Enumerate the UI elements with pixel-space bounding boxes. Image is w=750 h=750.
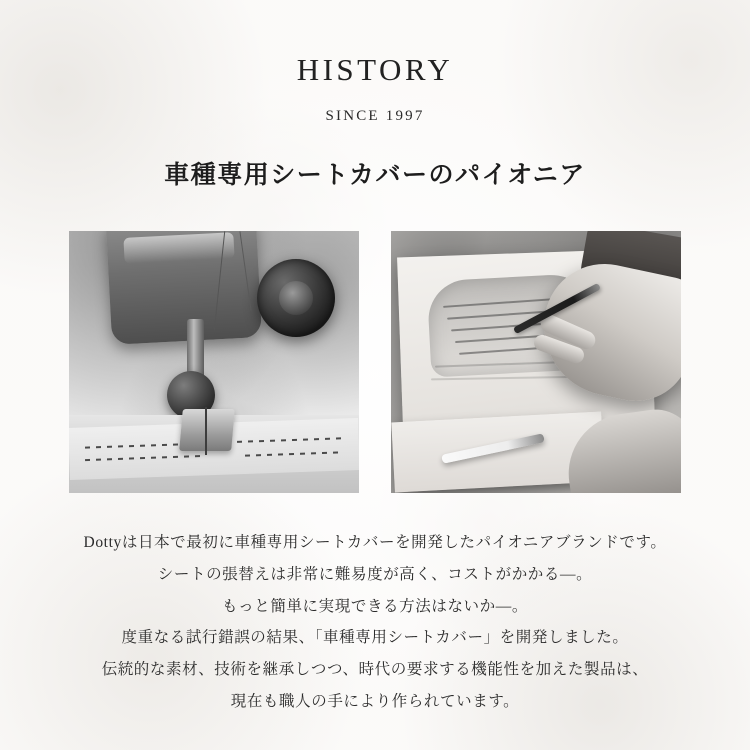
- body-line: 現在も職人の手により作られています。: [230, 692, 520, 710]
- headline-japanese: 車種専用シートカバーのパイオニア: [164, 162, 586, 189]
- body-line: Dottyは日本で最初に車種専用シートカバーを開発したパイオニアブランドです。: [83, 534, 667, 551]
- sewing-machine-photo: [69, 231, 359, 493]
- history-body-text: [55, 527, 695, 718]
- sewing-machine-handwheel-core: [279, 281, 313, 315]
- photo-row: [69, 231, 681, 493]
- since-label: SINCE 1997: [325, 108, 425, 124]
- body-line: もっと簡単に実現できる方法はないか―。: [222, 597, 528, 615]
- sewing-machine-needle: [205, 407, 207, 455]
- sewing-machine-presser-foot: [179, 409, 235, 451]
- body-line: 度重なる試行錯誤の結果、「車種専用シートカバー」を開発しました。: [121, 629, 629, 647]
- body-line: 伝統的な素材、技術を継承しつつ、時代の要求する機能性を加えた製品は、: [101, 661, 649, 679]
- body-line: シートの張替えは非常に難易度が高く、コストがかかる―。: [157, 565, 593, 583]
- hand-sketching-photo: [391, 231, 681, 493]
- page-title: HISTORY: [296, 52, 454, 87]
